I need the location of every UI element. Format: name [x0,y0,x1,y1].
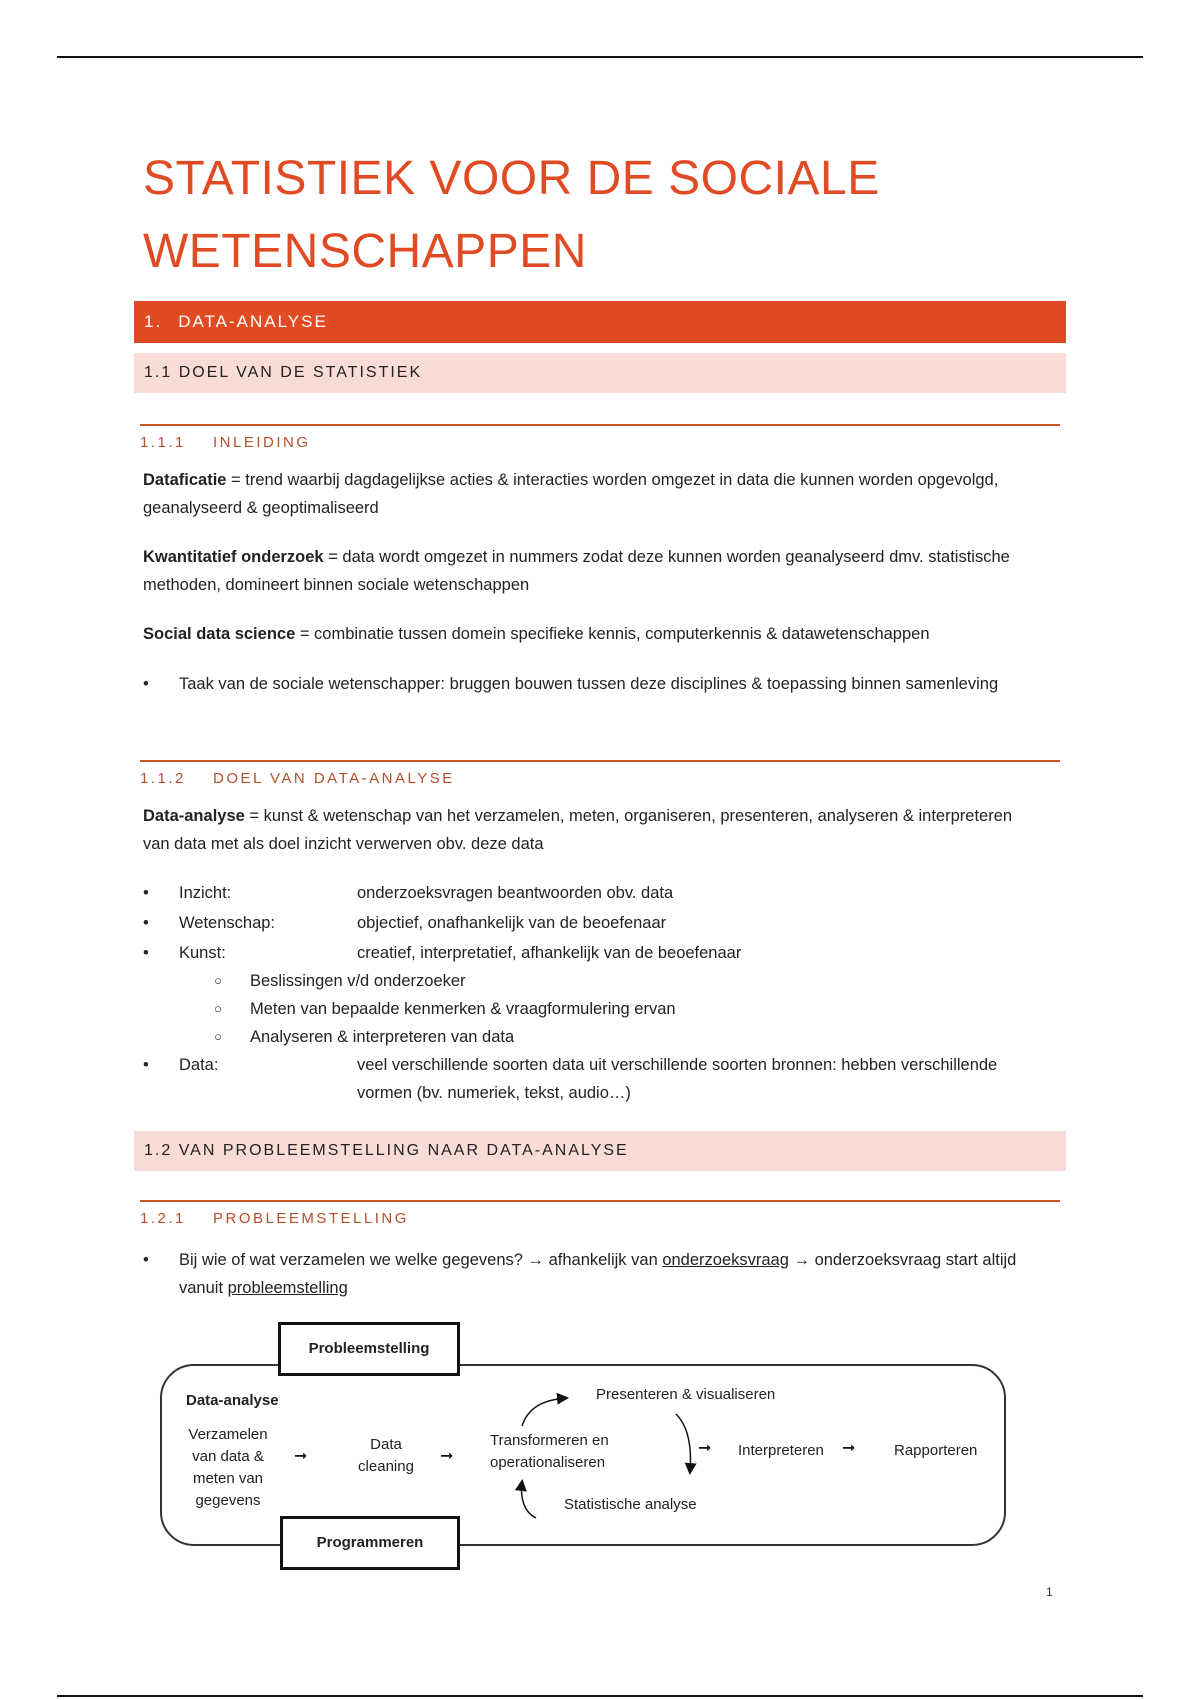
box-label: Probleemstelling [308,1340,430,1357]
bullet-definition: objectief, onafhankelijk van de beoefenaar [357,914,667,932]
bullet-icon: • [143,914,149,932]
bullet-icon: • [143,944,149,962]
bullet-item [143,939,1043,967]
diagram-frame-label: Data-analyse [186,1392,279,1409]
heading-section-1-1 [134,353,1066,393]
step-presenteren: Presenteren & visualiseren [596,1386,776,1403]
heading-label: DATA-ANALYSE [178,312,328,331]
arrow-right-icon: ➞ [294,1448,308,1465]
process-diagram [150,1318,1020,1578]
circle-bullet-icon: ○ [214,973,222,988]
bullet-icon: • [143,675,149,693]
circle-bullet-icon: ○ [214,1001,222,1016]
term-bold: Data-analyse [143,807,245,825]
title-line-1: STATISTIEK VOOR DE SOCIALE [143,152,880,205]
arrow-right-icon: ➞ [440,1448,454,1465]
cycle-arrow-down [676,1414,690,1472]
heading-label: 1.1 DOEL VAN DE STATISTIEK [144,364,423,381]
bullet-text [179,1246,1039,1302]
heading-section-1-2-1 [140,1200,1060,1227]
circle-bullet-icon: ○ [214,1029,222,1044]
page-number: 1 [1046,1585,1053,1599]
bullet-icon: • [143,1056,149,1074]
cycle-arrow-back [522,1482,536,1518]
heading-section-1-2 [134,1131,1066,1171]
arrow-right-icon: ➞ [698,1440,712,1457]
title-line-2: WETENSCHAPPEN [143,225,587,278]
bullet-item [143,1246,1043,1302]
underlined-term: onderzoeksvraag [662,1251,789,1269]
sub-bullet-text: Analyseren & interpreteren van data [250,1028,515,1046]
sub-bullet-text: Beslissingen v/d onderzoeker [250,972,466,990]
bullet-term: Wetenschap: [179,914,276,932]
heading-number: 1.1.1 [140,434,186,451]
step-rapporteren: Rapporteren [894,1442,978,1459]
underlined-term: probleemstelling [227,1279,348,1297]
cycle-arrows [150,1318,1020,1578]
paragraph-social-data-science [143,620,1043,648]
bullet-definition: veel verschillende soorten data uit verschillende soorten bronnen: hebben verschillende vormen (bv. numeriek, tekst, audio…) [357,1056,998,1102]
sub-bullet-text: Meten van bepaalde kenmerken & vraagformulering ervan [250,1000,676,1018]
step-statistische-analyse: Statistische analyse [564,1496,697,1513]
bullet-icon: • [143,884,149,902]
heading-label: PROBLEEMSTELLING [213,1210,409,1227]
step-interpreteren: Interpreteren [738,1442,824,1459]
definition-text: = trend waarbij dagdagelijkse acties & interacties worden omgezet in data die kunnen worden opgevolgd, geanalyseerd & geoptimaliseerd [143,471,999,517]
bullet-item [143,909,1043,937]
term-bold: Kwantitatief onderzoek [143,548,324,566]
definition-text: = kunst & wetenschap van het verzamelen, meten, organiseren, presenteren, analyseren & interpreteren van data met als doel inzicht verwerven obv. deze data [143,807,1013,853]
bullet-item [143,1051,1043,1107]
term-bold: Social data science [143,625,296,643]
paragraph-dataficatie [143,466,1043,522]
box-label: Programmeren [316,1534,424,1551]
bullet-term: Inzicht: [179,884,232,902]
bottom-rule [57,1695,1143,1697]
heading-number: 1.1.2 [140,770,186,787]
definition-text: = combinatie tussen domein specifieke kennis, computerkennis & datawetenschappen [295,625,930,643]
heading-section-1-1-1 [140,424,1060,451]
step-data-cleaning: Data cleaning [358,1436,414,1475]
bullet-item [143,670,1043,726]
term-bold: Dataficatie [143,471,227,489]
bullet-icon: • [143,1251,149,1269]
definition-text: = data wordt omgezet in nummers zodat deze kunnen worden geanalyseerd dmv. statistische methoden, domineert binnen sociale wetenschappen [143,548,1010,594]
sub-bullet-item [214,995,914,1023]
document-title [143,142,1043,288]
heading-label: DOEL VAN DATA-ANALYSE [213,770,455,787]
step-transformeren: Transformeren en operationaliseren [490,1432,609,1471]
heading-number: 1.2.1 [140,1210,186,1227]
paragraph-kwantitatief [143,543,1043,599]
bullet-term: Kunst: [179,944,226,962]
step-verzamelen: Verzamelen van data & meten van gegevens [188,1426,268,1509]
bullet-item [143,879,1043,907]
sub-bullet-item [214,1023,914,1051]
paragraph-data-analyse [143,802,1043,858]
cycle-arrow-up [522,1398,566,1426]
sub-bullet-item [214,967,914,995]
bullet-text-part: → onderzoeksvraag start altijd vanuit [179,1251,1017,1297]
top-rule [57,56,1143,58]
heading-number: 1. [144,312,163,331]
bullet-text-part: Bij wie of wat verzamelen we welke gegevens? → afhankelijk van [179,1251,663,1269]
bullet-definition: creatief, interpretatief, afhankelijk van de beoefenaar [357,944,742,962]
bullet-term: Data: [179,1056,219,1074]
heading-label: INLEIDING [213,434,311,451]
bullet-text: Taak van de sociale wetenschapper: bruggen bouwen tussen deze disciplines & toepassing binnen samenleving [179,675,999,693]
arrow-right-icon: ➞ [842,1440,856,1457]
heading-section-1 [134,301,1066,343]
heading-section-1-1-2 [140,760,1060,787]
heading-label: 1.2 VAN PROBLEEMSTELLING NAAR DATA-ANALYSE [144,1142,629,1159]
bullet-definition: onderzoeksvragen beantwoorden obv. data [357,884,674,902]
